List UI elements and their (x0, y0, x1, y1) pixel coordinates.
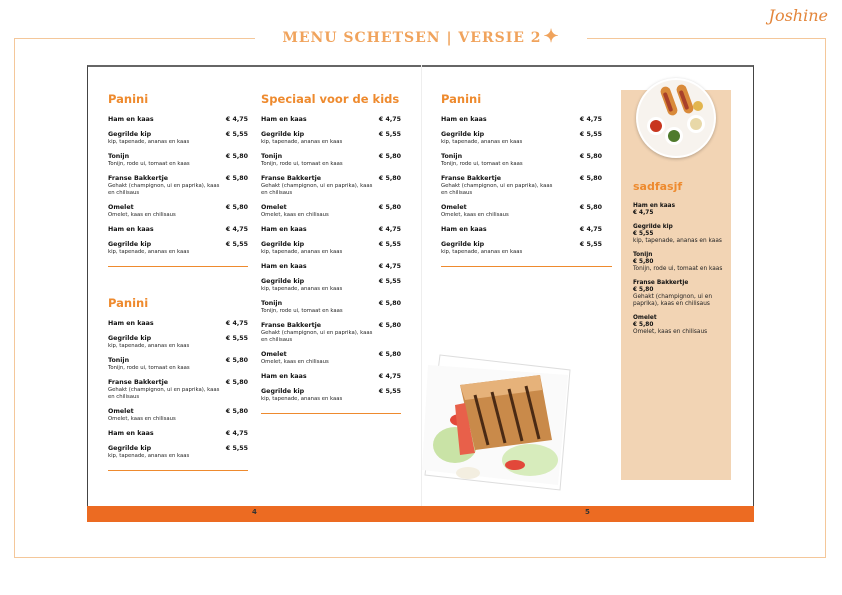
menu-item (108, 153, 248, 168)
item-name: Gegrilde kip (108, 445, 152, 452)
item-price: € 5,55 (225, 445, 248, 452)
item-name: Ham en kaas (441, 116, 487, 123)
sidebar-item-name: Ham en kaas (633, 203, 676, 209)
item-price: € 5,80 (378, 300, 401, 307)
menu-item (441, 131, 602, 146)
panini-photo (420, 345, 580, 499)
menu-section-panini-2 (108, 296, 248, 471)
menu-item (441, 241, 602, 256)
item-price: € 5,80 (579, 153, 602, 160)
item-name: Omelet (108, 204, 134, 211)
section-title: Panini (108, 296, 149, 310)
item-price: € 5,55 (378, 388, 401, 395)
menu-section-panini-1 (108, 92, 248, 267)
item-description: kip, tapenade, ananas en kaas (108, 343, 190, 349)
menu-item (261, 278, 401, 293)
sidebar-title: sadfasjf (633, 180, 683, 193)
item-price: € 4,75 (378, 263, 401, 270)
section-divider (441, 266, 612, 267)
item-description: Tonijn, rode ui, tomaat en kaas (441, 161, 523, 167)
item-price: € 5,80 (225, 204, 248, 211)
item-description: Tonijn, rode ui, tomaat en kaas (108, 365, 190, 371)
menu-section-kids (261, 92, 401, 414)
item-price: € 4,75 (378, 226, 401, 233)
item-name: Franse Bakkertje (261, 175, 322, 182)
item-name: Franse Bakkertje (261, 322, 322, 329)
item-description: kip, tapenade, ananas en kaas (441, 249, 523, 255)
sidebar-item-name: Tonijn (633, 252, 653, 258)
item-name: Omelet (441, 204, 467, 211)
menu-item (441, 153, 602, 168)
item-name: Ham en kaas (261, 116, 307, 123)
item-name: Gegrilde kip (261, 278, 305, 285)
sidebar-item-name: Gegrilde kip (633, 224, 673, 230)
item-name: Ham en kaas (441, 226, 487, 233)
sidebar-item-price: € 5,80 (633, 322, 654, 328)
menu-item (108, 430, 248, 438)
menu-item (441, 204, 602, 219)
item-price: € 5,80 (378, 204, 401, 211)
section-divider (108, 470, 248, 471)
item-price: € 4,75 (225, 116, 248, 123)
sidebar-item (633, 224, 725, 245)
item-price: € 5,80 (378, 351, 401, 358)
item-price: € 5,80 (378, 175, 401, 182)
menu-item (261, 388, 401, 403)
item-name: Gegrilde kip (261, 388, 305, 395)
item-description: Omelet, kaas en chilisaus (108, 416, 176, 422)
menu-item (261, 226, 401, 234)
page-number-right: 5 (585, 508, 590, 516)
item-description: Omelet, kaas en chilisaus (261, 212, 329, 218)
item-price: € 5,55 (378, 278, 401, 285)
menu-section-panini-3 (441, 92, 602, 267)
sidebar-item-name: Omelet (633, 315, 657, 321)
item-name: Ham en kaas (261, 226, 307, 233)
menu-item (108, 241, 248, 256)
menu-item (108, 357, 248, 372)
item-name: Ham en kaas (261, 263, 307, 270)
item-description: Omelet, kaas en chilisaus (108, 212, 176, 218)
item-price: € 5,55 (579, 241, 602, 248)
item-description: kip, tapenade, ananas en kaas (261, 249, 343, 255)
menu-item (261, 241, 401, 256)
item-name: Gegrilde kip (261, 131, 305, 138)
item-description: Tonijn, rode ui, tomaat en kaas (108, 161, 190, 167)
menu-item (441, 226, 602, 234)
item-price: € 4,75 (225, 430, 248, 437)
menu-item (261, 131, 401, 146)
item-name: Omelet (261, 204, 287, 211)
menu-item (261, 322, 401, 344)
sidebar-item-price: € 5,55 (633, 231, 654, 237)
item-price: € 5,80 (225, 175, 248, 182)
sidebar-item (633, 315, 725, 336)
section-divider (108, 266, 248, 267)
section-title: Panini (108, 92, 149, 106)
item-name: Tonijn (108, 357, 130, 364)
sidebar-item-price: € 5,80 (633, 287, 654, 293)
menu-item (261, 175, 401, 197)
menu-item (261, 263, 401, 271)
menu-item (261, 373, 401, 381)
menu-item (108, 116, 248, 124)
menu-item (108, 226, 248, 234)
section-divider (261, 413, 401, 414)
item-name: Tonijn (108, 153, 130, 160)
item-name: Tonijn (441, 153, 463, 160)
item-price: € 5,55 (378, 131, 401, 138)
item-name: Tonijn (261, 300, 283, 307)
item-price: € 5,55 (225, 241, 248, 248)
menu-item (261, 153, 401, 168)
item-name: Ham en kaas (108, 116, 154, 123)
sidebar-item-description: Omelet, kaas en chilisaus (633, 329, 708, 335)
item-description: Tonijn, rode ui, tomaat en kaas (261, 161, 343, 167)
menu-item (108, 204, 248, 219)
item-description: kip, tapenade, ananas en kaas (108, 139, 190, 145)
item-name: Omelet (261, 351, 287, 358)
item-price: € 5,80 (378, 322, 401, 329)
item-price: € 5,55 (579, 131, 602, 138)
sidebar-item-price: € 4,75 (633, 210, 654, 216)
item-description: Gehakt (champignon, ui en paprika), kaas en chilisaus (261, 330, 373, 343)
item-price: € 4,75 (579, 226, 602, 233)
sidebar-item-description: Tonijn, rode ui, tomaat en kaas (633, 266, 723, 272)
item-name: Franse Bakkertje (441, 175, 502, 182)
menu-item (261, 116, 401, 124)
item-price: € 5,80 (579, 175, 602, 182)
item-name: Gegrilde kip (108, 131, 152, 138)
page-title-text: MENU SCHETSEN | VERSIE 2 (282, 30, 542, 46)
footer-bar (87, 506, 754, 522)
item-price: € 4,75 (225, 320, 248, 327)
menu-item (108, 320, 248, 328)
item-name: Gegrilde kip (441, 131, 485, 138)
brand-logo: Joshine (768, 6, 828, 25)
sidebar-item (633, 203, 725, 217)
sidebar-item-price: € 5,80 (633, 259, 654, 265)
item-name: Gegrilde kip (441, 241, 485, 248)
sidebar-item (633, 280, 725, 308)
item-name: Franse Bakkertje (108, 379, 169, 386)
menu-item (108, 445, 248, 460)
item-price: € 5,80 (225, 379, 248, 386)
item-price: € 5,80 (225, 153, 248, 160)
item-price: € 4,75 (378, 373, 401, 380)
item-description: Tonijn, rode ui, tomaat en kaas (261, 308, 343, 314)
menu-item (261, 351, 401, 366)
item-name: Gegrilde kip (108, 241, 152, 248)
item-price: € 4,75 (579, 116, 602, 123)
item-name: Ham en kaas (108, 226, 154, 233)
item-description: Gehakt (champignon, ui en paprika), kaas en chilisaus (261, 183, 373, 196)
menu-item (108, 379, 248, 401)
section-title: Panini (441, 92, 482, 106)
section-title: Speciaal voor de kids (261, 92, 400, 106)
item-name: Gegrilde kip (261, 241, 305, 248)
item-description: kip, tapenade, ananas en kaas (261, 139, 343, 145)
food-platter-image (636, 78, 716, 158)
menu-item (108, 335, 248, 350)
item-description: Omelet, kaas en chilisaus (261, 359, 329, 365)
sidebar-item-name: Franse Bakkertje (633, 280, 689, 286)
item-description: kip, tapenade, ananas en kaas (108, 249, 190, 255)
page-number-left: 4 (252, 508, 257, 516)
item-price: € 5,80 (225, 408, 248, 415)
item-price: € 5,80 (225, 357, 248, 364)
item-price: € 5,55 (225, 131, 248, 138)
item-description: kip, tapenade, ananas en kaas (261, 396, 343, 402)
page-title (0, 26, 842, 47)
item-description: Omelet, kaas en chilisaus (441, 212, 509, 218)
sidebar-item (633, 252, 725, 273)
sidebar-item-description: kip, tapenade, ananas en kaas (633, 238, 722, 244)
item-name: Omelet (108, 408, 134, 415)
menu-item (441, 175, 602, 197)
menu-item (261, 300, 401, 315)
item-price: € 4,75 (225, 226, 248, 233)
menu-item (108, 131, 248, 146)
item-name: Ham en kaas (108, 430, 154, 437)
menu-item (441, 116, 602, 124)
item-price: € 5,80 (378, 153, 401, 160)
item-description: kip, tapenade, ananas en kaas (261, 286, 343, 292)
item-description: kip, tapenade, ananas en kaas (441, 139, 523, 145)
item-description: Gehakt (champignon, ui en paprika), kaas en chilisaus (108, 183, 220, 196)
item-price: € 5,55 (378, 241, 401, 248)
item-description: Gehakt (champignon, ui en paprika), kaas en chilisaus (441, 183, 553, 196)
menu-item (261, 204, 401, 219)
sidebar-item-description: Gehakt (champignon, ui en paprika), kaas en chilisaus (633, 294, 712, 307)
item-name: Gegrilde kip (108, 335, 152, 342)
item-price: € 4,75 (378, 116, 401, 123)
item-name: Tonijn (261, 153, 283, 160)
item-description: Gehakt (champignon, ui en paprika), kaas en chilisaus (108, 387, 220, 400)
menu-item (108, 408, 248, 423)
item-name: Ham en kaas (261, 373, 307, 380)
item-price: € 5,80 (579, 204, 602, 211)
item-name: Ham en kaas (108, 320, 154, 327)
sparkle-icon: ✦ (543, 26, 560, 47)
item-description: kip, tapenade, ananas en kaas (108, 453, 190, 459)
menu-item (108, 175, 248, 197)
item-price: € 5,55 (225, 335, 248, 342)
item-name: Franse Bakkertje (108, 175, 169, 182)
